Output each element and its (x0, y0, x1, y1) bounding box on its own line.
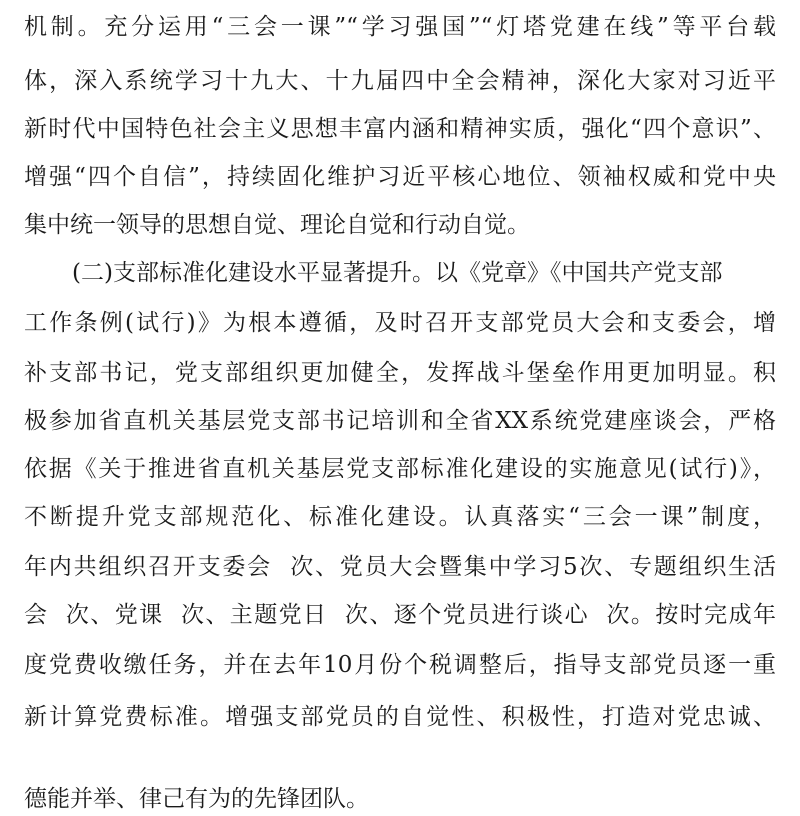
text-line: 集中统一领导的思想自觉、理论自觉和行动自觉。 (24, 212, 530, 238)
text-line: 依据《关于推进省直机关基层党支部标准化建设的实施意见(试行)》， (24, 456, 776, 482)
text-line: 度党费收缴任务，并在去年10月份个税调整后，指导支部党员逐一重 (24, 652, 776, 678)
text-line: 补支部书记，党支部组织更加健全，发挥战斗堡垒作用更加明显。积 (24, 360, 776, 386)
text-line: 新时代中国特色社会主义思想丰富内涵和精神实质，强化“四个意识”、 (24, 116, 776, 142)
section-heading-line: (二)支部标准化建设水平显著提升。以《党章》《中国共产党支部 (72, 260, 723, 286)
text-line: 年内共组织召开支委会 次、党员大会暨集中学习5次、专题组织生活 (24, 554, 776, 580)
text-line: 体，深入系统学习十九大、十九届四中全会精神，深化大家对习近平 (24, 68, 776, 94)
text-line: 新计算党费标准。增强支部党员的自觉性、积极性，打造对党忠诚、 (24, 704, 776, 730)
text-line: 工作条例(试行)》为根本遵循，及时召开支部党员大会和支委会，增 (24, 310, 776, 336)
text-line: 不断提升党支部规范化、标准化建设。认真落实“三会一课”制度， (24, 504, 776, 530)
text-line: 德能并举、律己有为的先锋团队。 (24, 786, 369, 812)
text-line: 极参加省直机关基层党支部书记培训和全省XX系统党建座谈会，严格 (24, 408, 776, 434)
text-line: 机制。充分运用“三会一课”“学习强国”“灯塔党建在线”等平台载 (24, 14, 776, 40)
text-line: 会 次、党课 次、主题党日 次、逐个党员进行谈心 次。按时完成年 (24, 602, 776, 628)
text-line: 增强“四个自信”，持续固化维护习近平核心地位、领袖权威和党中央 (24, 164, 776, 190)
